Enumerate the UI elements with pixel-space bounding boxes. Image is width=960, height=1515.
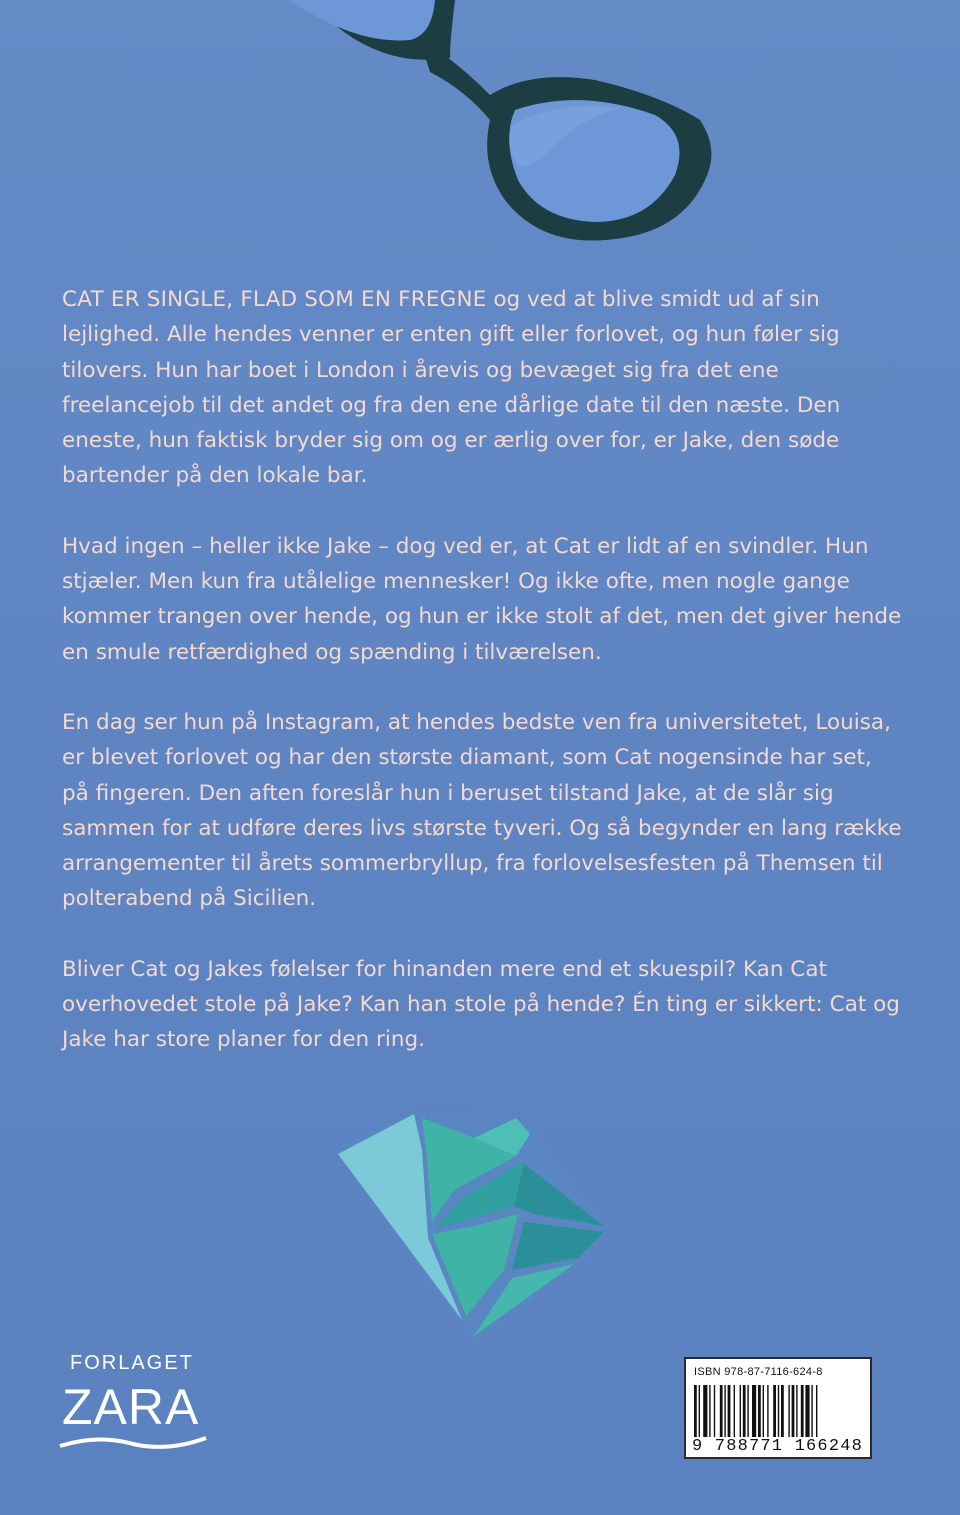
barcode-bar	[792, 1385, 795, 1437]
barcode-bar	[709, 1385, 710, 1437]
barcode-bar	[796, 1385, 797, 1437]
barcode-bar	[714, 1385, 715, 1437]
publisher-name-big: ZARA	[62, 1379, 200, 1435]
barcode-bar	[743, 1385, 746, 1437]
barcode-bar	[816, 1385, 817, 1437]
barcode-bar	[740, 1385, 741, 1437]
isbn-digits: 9 788771 166248	[692, 1437, 864, 1456]
isbn-barcode	[684, 1357, 872, 1459]
sunglasses-icon	[250, 0, 720, 245]
barcode-bar	[758, 1385, 761, 1437]
blurb-paragraph-1	[62, 282, 902, 494]
blurb-text	[62, 282, 902, 1093]
wave-icon	[58, 1432, 208, 1452]
barcode-bar	[801, 1385, 804, 1437]
barcode-bar	[720, 1385, 723, 1437]
barcode-bar	[773, 1385, 776, 1437]
barcode-bar	[734, 1385, 735, 1437]
blurb-paragraph-4: Bliver Cat og Jakes følelser for hinanden mere end et skuespil? Kan Cat overhovedet stole på Jake? Kan han stole på hende? Én ting er sikkert: Cat og Jake har store planer for den ring.	[62, 956, 900, 1053]
publisher-name-small: FORLAGET	[70, 1352, 194, 1374]
barcode-bar	[724, 1385, 725, 1437]
barcode-bar	[811, 1385, 812, 1437]
barcode-bar	[703, 1385, 707, 1437]
barcode-bar	[694, 1385, 697, 1437]
barcode-bar	[781, 1385, 784, 1437]
barcode-bar	[767, 1385, 768, 1437]
barcode-bar	[699, 1385, 700, 1437]
barcode-bar	[805, 1385, 809, 1437]
blurb-paragraph-1-body: og ved at blive smidt ud af sin lejlighed. Alle hendes venner er enten gift eller forlovet, og hun føler sig tilovers. Hun har boet i London i årevis og bevæget sig fra det ene freelancejob til det andet og fra den ene dårlige date til den næste. Den eneste, hun faktisk bryder sig om og er ærlig over for, er Jake, den søde bartender på den lokale bar.	[62, 287, 841, 489]
barcode-bar	[788, 1385, 789, 1437]
barcode-bar	[752, 1385, 756, 1437]
isbn-label: ISBN 978-87-7116-624-8	[694, 1366, 823, 1378]
diamond-icon	[334, 1110, 610, 1344]
barcode-bar	[728, 1385, 731, 1437]
barcode-bar	[778, 1385, 779, 1437]
barcode-bar	[763, 1385, 764, 1437]
blurb-lead: CAT ER SINGLE, FLAD SOM EN FREGNE	[62, 287, 487, 312]
barcode-bar	[747, 1385, 748, 1437]
blurb-paragraph-3: En dag ser hun på Instagram, at hendes bedste ven fra universitetet, Louisa, er blevet forlovet og har den største diamant, som Cat nogensinde har set, på fingeren. Den aften foreslår hun i beruset tilstand Jake, at de slår sig sammen for at udføre deres livs største tyveri. Og så begynder en lang række arrangementer til årets sommerbryllup, fra forlovelsesfesten på Themsen til polterabend på Sicilien.	[62, 709, 902, 912]
blurb-paragraph-2: Hvad ingen – heller ikke Jake – dog ved er, at Cat er lidt af en svindler. Hun stjæler. Men kun fra utålelige mennesker! Og ikke ofte, men nogle gange kommer trangen over hende, og hun er ikke stolt af det, men det giver hende en smule retfærdighed og spænding i tilværelsen.	[62, 533, 902, 665]
barcode-icon	[694, 1385, 862, 1437]
publisher-logo	[58, 1352, 218, 1462]
